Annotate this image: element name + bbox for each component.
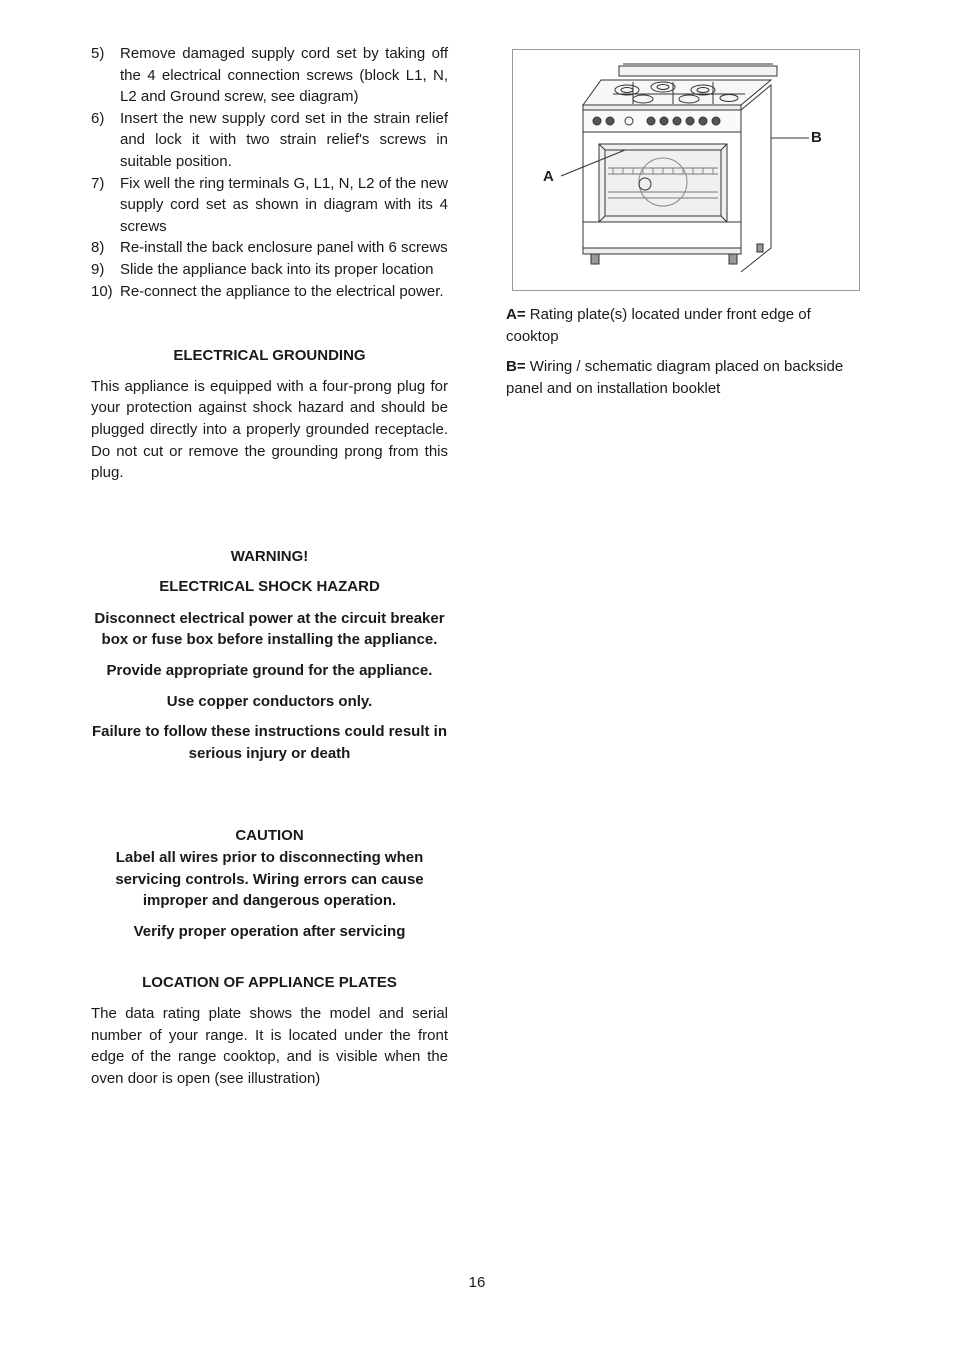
grounding-heading: ELECTRICAL GROUNDING [173,347,366,365]
step-text: Insert the new supply cord set in the strain relief and lock it with two strain relief's screws in suitable position. [120,109,448,170]
warning-subtitle: ELECTRICAL SHOCK HAZARD [159,578,380,596]
legend-a [506,304,860,347]
step-text: Slide the appliance back into its proper location [120,260,434,278]
legend-b [506,356,860,399]
step-number: 6) [91,109,105,127]
right-column [506,49,860,399]
legend-b-key: B= [506,358,526,376]
range-drawing [513,50,859,290]
step-item [91,281,448,303]
warning-title: WARNING! [230,547,309,565]
warning-line-2: Provide appropriate ground for the appliance. [106,662,433,680]
caution-line-2: Verify proper operation after servicing [133,922,406,940]
page-number: 16 [468,1274,486,1291]
step-item [91,237,448,259]
step-item [91,43,448,108]
step-item [91,259,448,281]
step-number: 10) [91,282,113,300]
step-number: 5) [91,45,105,62]
step-text: Remove damaged supply cord set by taking off the 4 electrical connection screws (block L1, N, L2 and Ground screw, see diagram) [120,45,448,106]
step-number: 8) [91,239,105,257]
step-item [91,108,448,173]
grounding-text: This appliance is equipped with a four-prong plug for your protection against shock hazard and should be plugged directly into a properly grounded receptacle. Do not cut or remove the grounding prong from this plug. [91,377,448,482]
location-text: The data rating plate shows the model and serial number of your range. It is located under the front edge of the range cooktop, and is visible when the oven door is open (see illustration) [91,1005,448,1087]
step-number: 7) [91,174,105,192]
caution-line-1: Label all wires prior to disconnecting when servicing controls. Wiring errors can cause improper and dangerous operation. [115,849,424,910]
warning-line-3: Use copper conductors only. [166,692,373,710]
label-a: A [543,168,554,185]
figure-legend [506,304,860,399]
warning-line-1: Disconnect electrical power at the circuit breaker box or fuse box before installing the appliance. [94,609,445,649]
label-b: B [811,129,822,146]
legend-a-text: Rating plate(s) located under front edge of cooktop [506,306,811,345]
step-text: Re-install the back enclosure panel with 6 screws [120,239,448,257]
range-illustration [512,49,860,291]
legend-a-key: A= [506,306,526,323]
step-text: Re-connect the appliance to the electrical power. [120,282,444,300]
step-number: 9) [91,260,105,278]
caution-title: CAUTION [235,827,304,845]
warning-line-4: Failure to follow these instructions could result in serious injury or death [91,723,448,762]
left-column [91,43,448,1089]
step-text: Fix well the ring terminals G, L1, N, L2 of the new supply cord set as shown in diagram with its 4 screws [120,174,448,235]
step-item [91,173,448,238]
steps-list [91,43,448,302]
legend-b-text: Wiring / schematic diagram placed on backside panel and on installation booklet [506,358,844,397]
location-heading: LOCATION OF APPLIANCE PLATES [142,974,397,992]
